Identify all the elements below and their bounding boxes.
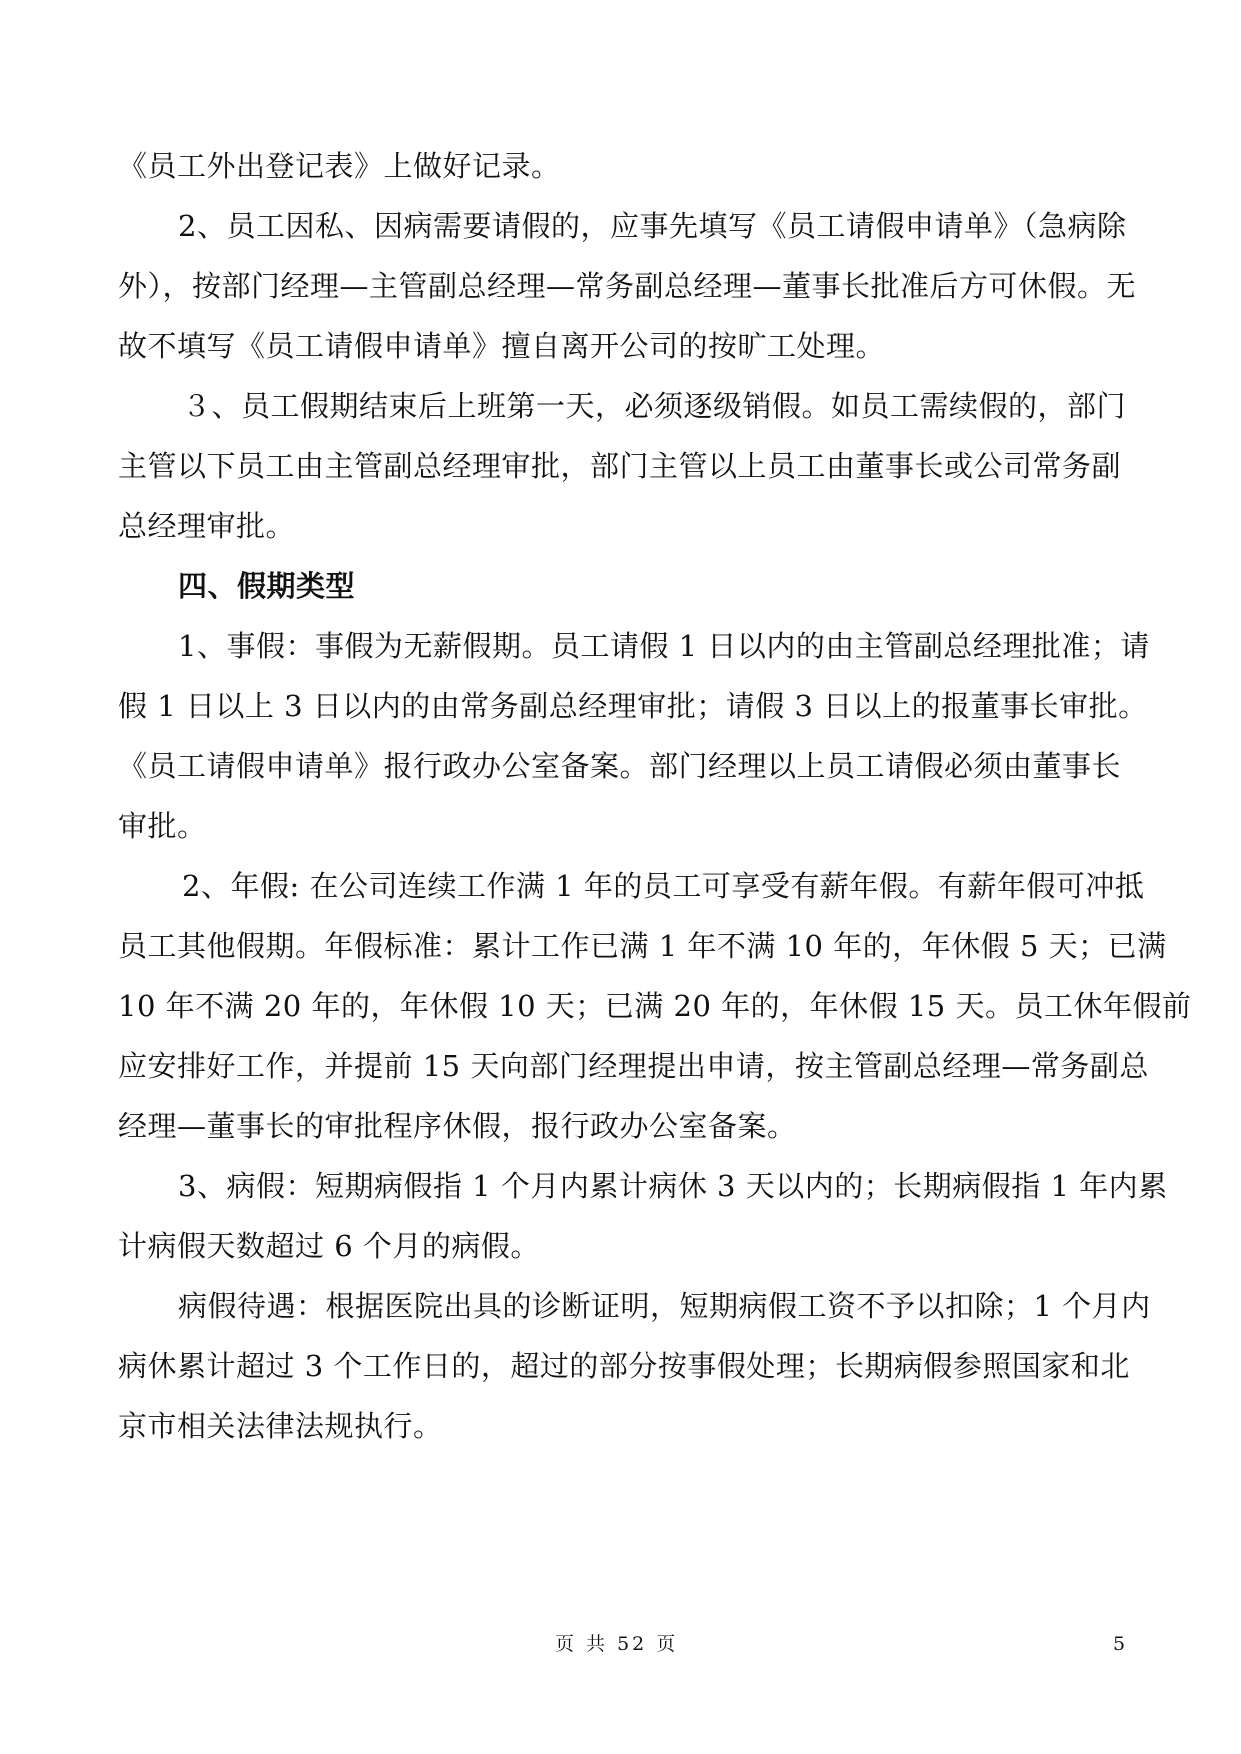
paragraph-line: 应安排好工作，并提前 15 天向部门经理提出申请，按主管副总经理—常务副总 <box>118 1049 1149 1083</box>
page-footer-total: 页 共 52 页 <box>555 1633 679 1655</box>
paragraph-line: 故不填写《员工请假申请单》擅自离开公司的按旷工处理。 <box>118 329 886 363</box>
section-heading: 四、假期类型 <box>178 569 356 603</box>
paragraph-line: ３、员工假期结束后上班第一天，必须逐级销假。如员工需续假的，部门 <box>182 389 1127 423</box>
paragraph-line: 员工其他假期。年假标准：累计工作已满 1 年不满 10 年的，年休假 5 天；已满 <box>118 929 1167 963</box>
paragraph-line: 病假待遇：根据医院出具的诊断证明，短期病假工资不予以扣除；1 个月内 <box>178 1289 1151 1323</box>
page-number: 5 <box>1113 1633 1126 1655</box>
paragraph-line: 《员工外出登记表》上做好记录。 <box>118 149 561 183</box>
paragraph-line: 病休累计超过 3 个工作日的，超过的部分按事假处理；长期病假参照国家和北 <box>118 1349 1130 1383</box>
paragraph-line: 经理—董事长的审批程序休假，报行政办公室备案。 <box>118 1109 797 1143</box>
paragraph-line: 审批。 <box>118 809 207 843</box>
paragraph-line: 1、事假：事假为无薪假期。员工请假 1 日以内的由主管副总经理批准；请 <box>178 629 1150 663</box>
paragraph-line: 计病假天数超过 6 个月的病假。 <box>118 1229 540 1263</box>
paragraph-line: 主管以下员工由主管副总经理审批，部门主管以上员工由董事长或公司常务副 <box>118 449 1122 483</box>
paragraph-line: 2、员工因私、因病需要请假的，应事先填写《员工请假申请单》（急病除 <box>178 209 1127 243</box>
paragraph-line: 3、病假：短期病假指 1 个月内累计病休 3 天以内的；长期病假指 1 年内累 <box>178 1169 1168 1203</box>
paragraph-line: 2、年假: 在公司连续工作满 1 年的员工可享受有薪年假。有薪年假可冲抵 <box>182 869 1145 903</box>
paragraph-line: 京市相关法律法规执行。 <box>118 1409 443 1443</box>
paragraph-line: 《员工请假申请单》报行政办公室备案。部门经理以上员工请假必须由董事长 <box>118 749 1122 783</box>
paragraph-line: 外），按部门经理—主管副总经理—常务副总经理—董事长批准后方可休假。无 <box>118 269 1137 303</box>
paragraph-line: 10 年不满 20 年的，年休假 10 天；已满 20 年的，年休假 15 天。员工休年假前 <box>118 989 1192 1023</box>
paragraph-line: 假 1 日以上 3 日以内的由常务副总经理审批；请假 3 日以上的报董事长审批。 <box>118 689 1148 723</box>
paragraph-line: 总经理审批。 <box>118 509 296 543</box>
